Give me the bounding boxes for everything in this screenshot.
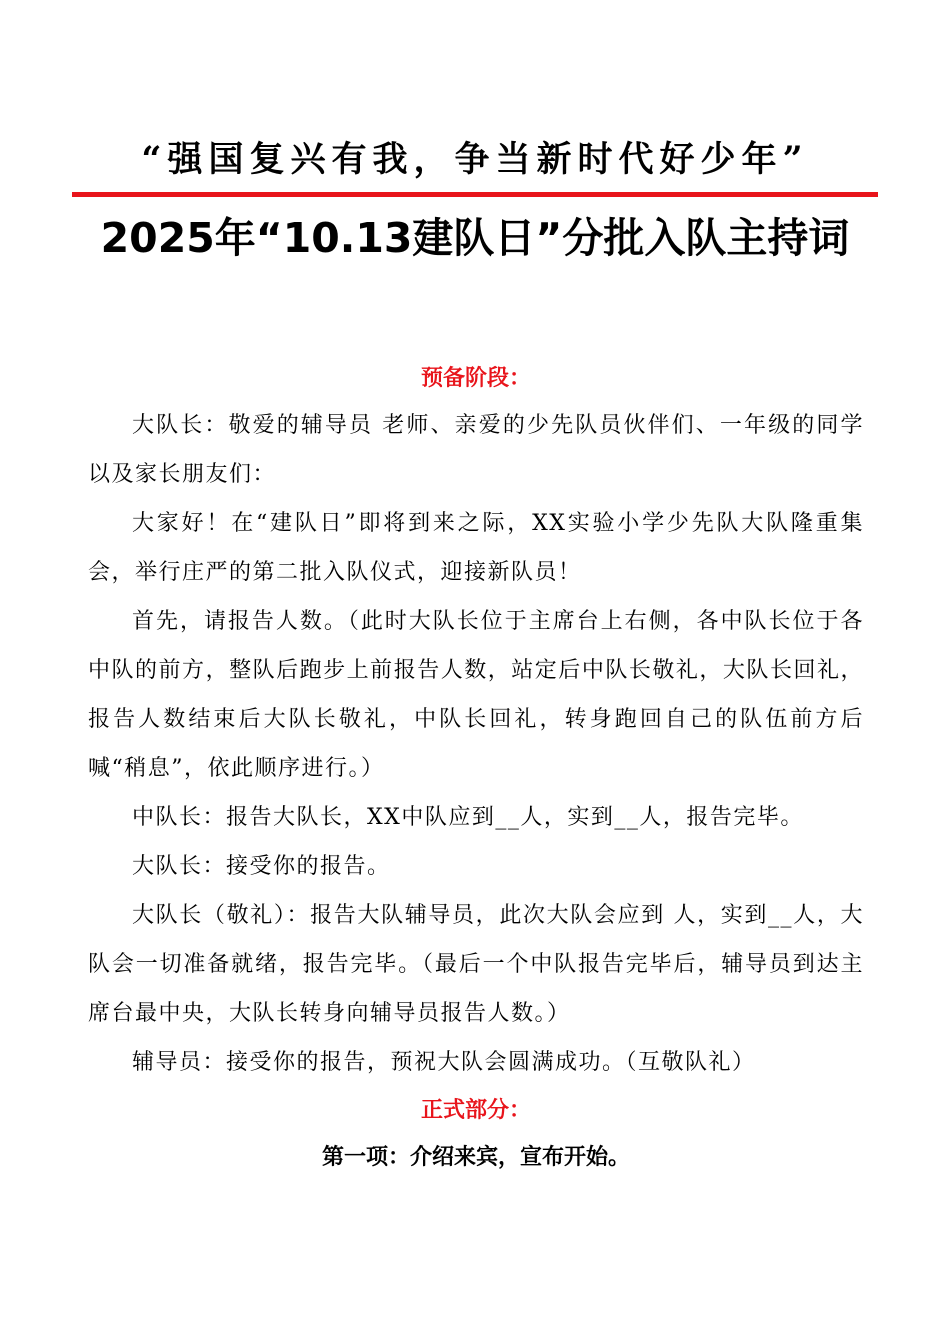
document-title: 2025年“10.13建队日”分批入队主持词 <box>100 214 850 262</box>
paragraph-welcome: 大家好！在“建队日”即将到来之际，XX实验小学少先队大队隆重集会，举行庄严的第二批入队仪式，迎接新队员！ <box>88 511 864 585</box>
slogan-heading: “强国复兴有我，争当新时代好少年” <box>141 139 809 180</box>
paragraph-squad-leader-report: 中队长：报告大队长，XX中队应到__人，实到__人，报告完毕。 <box>132 805 804 830</box>
paragraph-report-count: 首先，请报告人数。（此时大队长位于主席台上右侧，各中队长位于各中队的前方，整队后跑步上前报告人数，站定后中队长敬礼，大队长回礼，报告人数结束后大队长敬礼，中队长回礼，转身跑回自己的队伍前方后喊“稍息”，依此顺序进行。） <box>88 609 864 781</box>
section-heading-preparation: 预备阶段： <box>420 365 531 391</box>
paragraph-accept-report: 大队长：接受你的报告。 <box>132 854 391 879</box>
paragraph-greeting: 大队长：敬爱的辅导员 老师、亲爱的少先队员伙伴们、一年级的同学以及家长朋友们： <box>88 413 864 487</box>
item-heading-first: 第一项：介绍来宾，宣布开始。 <box>321 1144 630 1170</box>
paragraph-brigade-leader-report: 大队长（敬礼）：报告大队辅导员，此次大队会应到 人，实到__人，大队会一切准备就绪，报告完毕。（最后一个中队报告完毕后，辅导员到达主席台最中央，大队长转身向辅导员报告人数。） <box>88 903 864 1026</box>
paragraph-counselor-reply: 辅导员：接受你的报告，预祝大队会圆满成功。（互敬队礼） <box>132 1050 756 1075</box>
document-body <box>88 355 864 1181</box>
red-divider-line <box>72 192 878 197</box>
section-heading-formal: 正式部分： <box>420 1097 531 1123</box>
